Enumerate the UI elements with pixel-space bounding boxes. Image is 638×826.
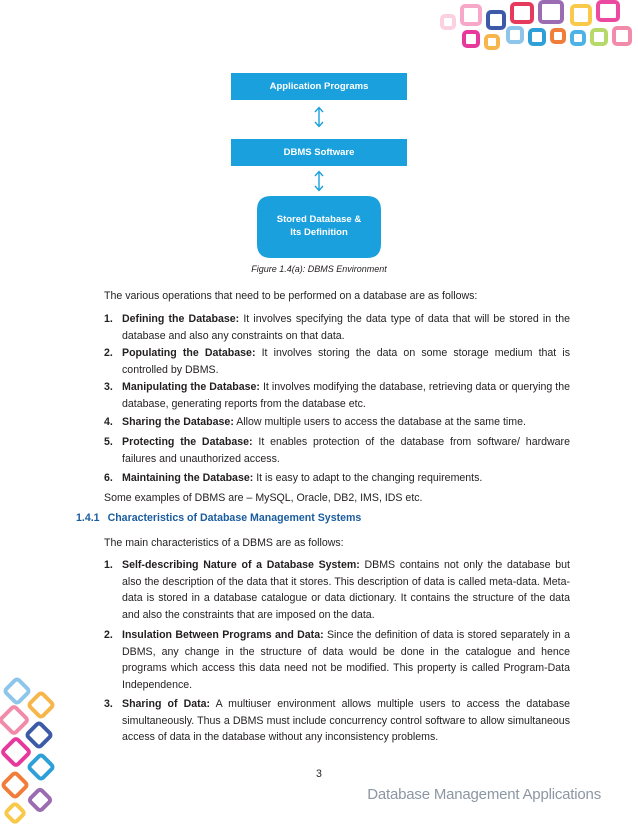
section-heading [76,512,361,524]
item-text: It involves modifying the database, retrieving data or querying the database, generating reports from the database etc. [122,381,570,410]
item-title: Sharing of Data: [122,698,211,710]
list-item [104,434,570,468]
list-item [104,414,570,432]
item-title: Maintaining the Database: [122,472,254,484]
list-item [104,627,570,693]
item-text: A multiuser environment allows multiple users to access the database simultaneously. Thus a DBMS must include concurrency control software to allow simultaneous access of data in the database without any inconsistency problems. [122,698,571,743]
section-number: 1.4.1 [76,512,100,524]
item-title: Insulation Between Programs and Data: [122,629,324,641]
item-number: 3. [104,381,113,393]
item-number: 5. [104,436,113,448]
item-text: It enables protection of the database from software/ hardware failures and unauthorized access. [122,436,570,465]
figure-caption: Figure 1.4(a): DBMS Environment [251,264,387,274]
decorative-squares-top-right [440,0,638,60]
item-title: Self-describing Nature of a Database System: [122,559,360,571]
operations-intro: The various operations that need to be performed on a database are as follows: [104,290,478,302]
item-text: Allow multiple users to access the database at the same time. [236,416,526,428]
decorative-squares-bottom-left [0,680,62,826]
cylinder-line2: Its Definition [290,227,348,238]
list-item [104,379,570,413]
item-text: It is easy to adapt to the changing requirements. [256,472,483,484]
item-number: 2. [104,347,113,359]
item-title: Manipulating the Database: [122,381,260,393]
item-number: 6. [104,472,113,484]
item-number: 2. [104,629,113,641]
item-title: Protecting the Database: [122,436,253,448]
dbms-software-box: DBMS Software [231,139,407,166]
list-item [104,345,570,379]
item-number: 1. [104,559,113,571]
list-item [104,557,570,623]
item-number: 4. [104,416,113,428]
item-text: DBMS contains not only the database but also the description of the data that it stores. This description of data is called meta-data. Meta-data is stored in a database catalogue or data dictionary. It contains the structure of the data and also the constraints that are imposed on the data. [122,559,570,621]
double-arrow-icon [313,106,325,128]
item-title: Populating the Database: [122,347,256,359]
list-item [104,696,570,746]
stored-database-cylinder [257,196,381,258]
characteristics-intro: The main characteristics of a DBMS are as follows: [104,537,344,549]
application-programs-box: Application Programs [231,73,407,100]
footer-book-title: Database Management Applications [367,786,601,803]
item-text: It involves specifying the data type of data that will be stored in the database and also any constraints on that data. [122,313,570,342]
cylinder-line1: Stored Database & [276,214,362,225]
item-title: Sharing the Database: [122,416,234,428]
item-text: Since the definition of data is stored separately in a DBMS, any change in the structure of data would be done in the catalogue and hence programs which access this data need not be modified. This property is called Program-Data Independence. [122,629,570,691]
double-arrow-icon [313,170,325,192]
page-number: 3 [316,768,322,780]
item-title: Defining the Database: [122,313,240,325]
item-text: It involves storing the data on some storage medium that is controlled by DBMS. [122,347,570,376]
item-number: 3. [104,698,113,710]
dbms-examples: Some examples of DBMS are – MySQL, Oracle, DB2, IMS, IDS etc. [104,492,423,504]
list-item [104,311,570,345]
list-item [104,470,570,488]
item-number: 1. [104,313,113,325]
section-title: Characteristics of Database Management Systems [107,512,362,524]
